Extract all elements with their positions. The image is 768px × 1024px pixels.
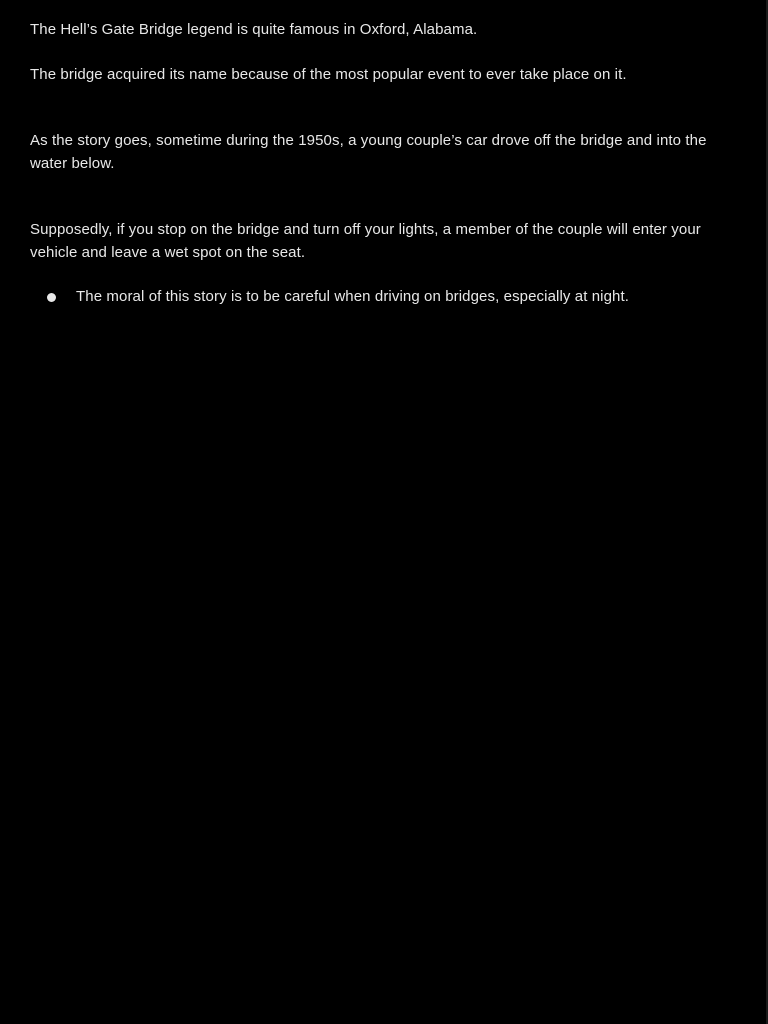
bullet-list (30, 286, 744, 309)
paragraph-intro: The Hell’s Gate Bridge legend is quite famous in Oxford, Alabama. (30, 21, 478, 38)
list-item (30, 286, 744, 309)
paragraph-legend: Supposedly, if you stop on the bridge and turn off your lights, a member of the couple will enter your vehicle and leave a wet spot on the seat. (30, 221, 701, 261)
list-item-text: The moral of this story is to be careful when driving on bridges, especially at night. (76, 288, 630, 305)
bullet-dot-icon (47, 293, 56, 302)
paragraph-name-origin: The bridge acquired its name because of the most popular event to ever take place on it. (30, 65, 627, 83)
document-body (30, 19, 744, 309)
paragraph-story: As the story goes, sometime during the 1950s, a young couple’s car drove off the bridge and into the water below. (30, 132, 707, 172)
